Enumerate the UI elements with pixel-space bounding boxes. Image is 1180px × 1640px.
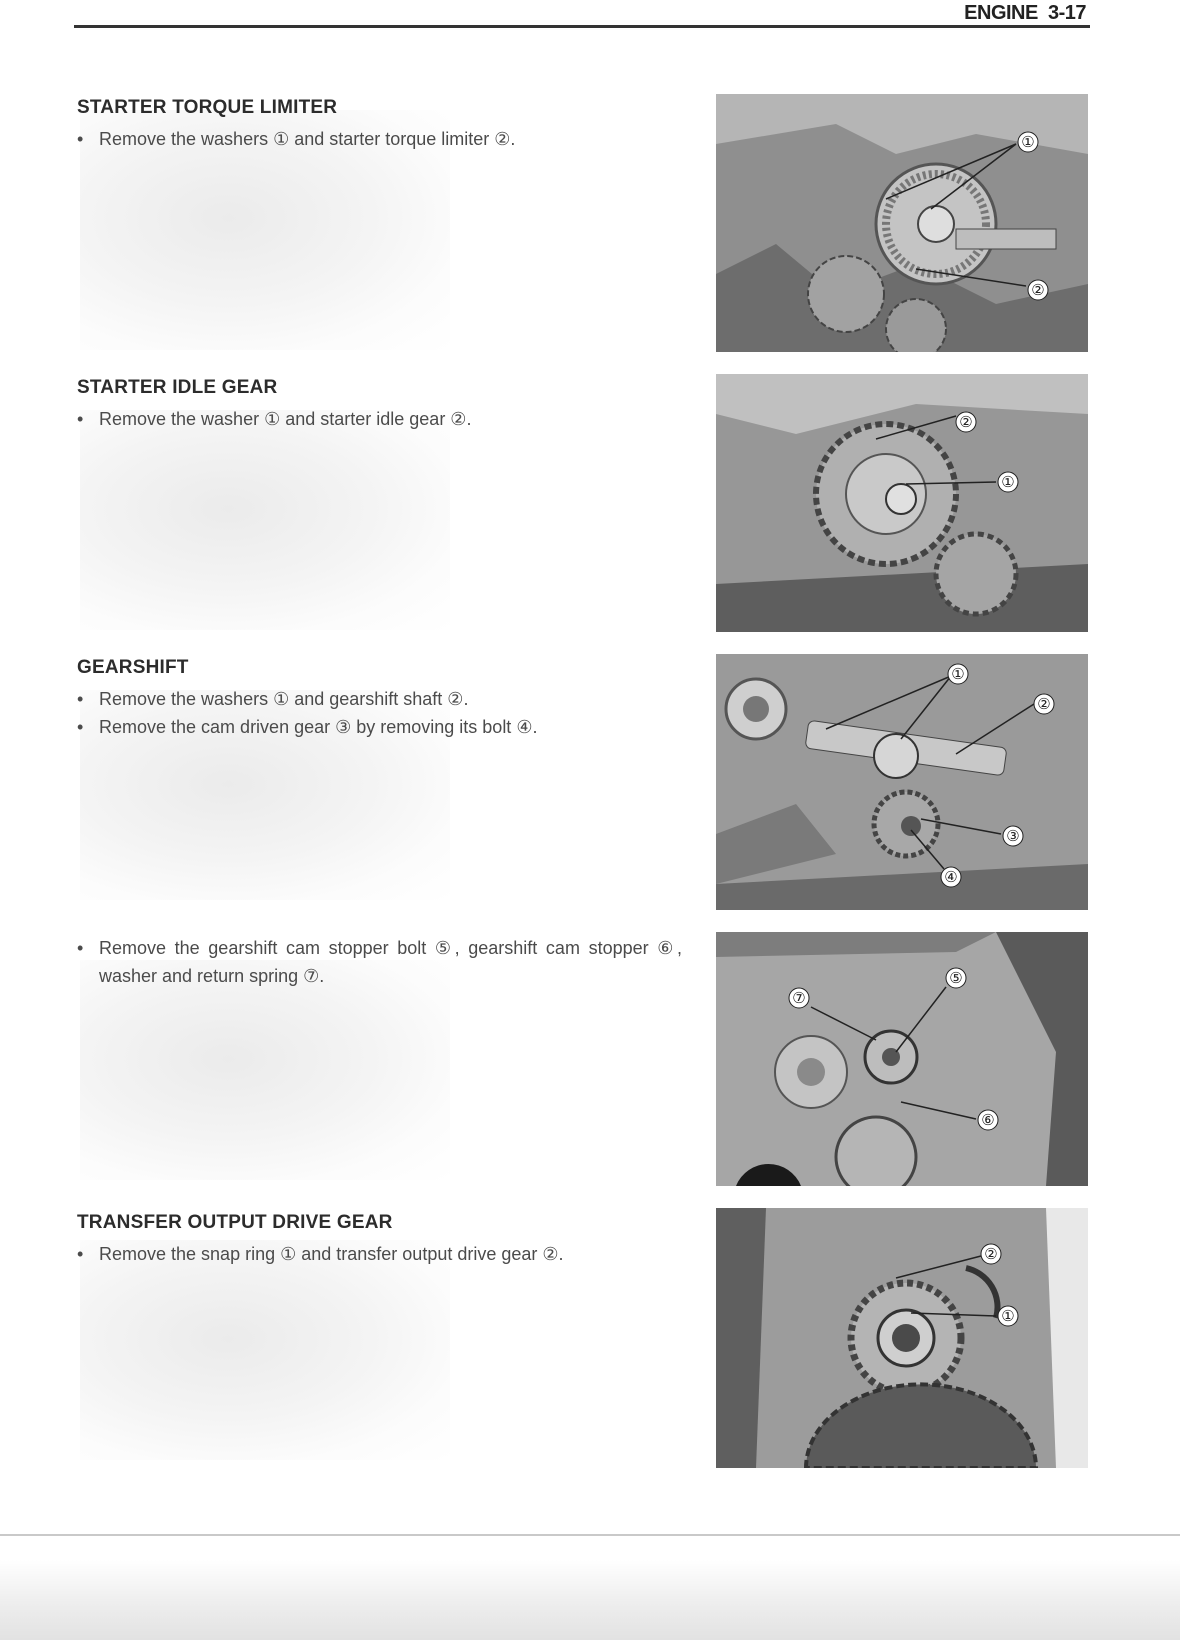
callout-label: ⑤ (949, 970, 963, 987)
photo-gearshift (716, 654, 1088, 910)
callout-label: ⑥ (981, 1112, 995, 1129)
bleed-through-shadow (80, 960, 450, 1180)
instruction-text: Remove the washers ① and starter torque limiter ②. (99, 129, 516, 149)
photo-starter-idle-gear (716, 374, 1088, 632)
callout-label: ① (1001, 1308, 1015, 1325)
bullet-dot: • (77, 1244, 84, 1264)
section-title: GEARSHIFT (77, 657, 189, 678)
instruction-bullet (77, 1240, 677, 1268)
instruction-bullet (77, 934, 682, 990)
photo-starter-torque-limiter (716, 94, 1088, 352)
photo-transfer-output-drive-gear (716, 1208, 1088, 1468)
instruction-bullet (77, 405, 677, 433)
callout-label: ① (1021, 134, 1035, 151)
bleed-through-shadow (80, 1240, 450, 1460)
instruction-text: Remove the gearshift cam stopper bolt ⑤, gearshift cam stopper ⑥, washer and return spring ⑦. (99, 938, 682, 986)
instruction-text: Remove the cam driven gear ③ by removing its bolt ④. (99, 717, 538, 737)
callout-label: ④ (944, 869, 958, 886)
bottom-edge-line (0, 1534, 1180, 1536)
bullet-dot: • (77, 689, 84, 709)
bullet-dot: • (77, 129, 84, 149)
bullet-dot: • (77, 717, 84, 737)
callout-label: ① (951, 666, 965, 683)
section-title: STARTER TORQUE LIMITER (77, 97, 338, 118)
page-header (74, 0, 1090, 30)
callout-label: ② (1031, 282, 1045, 299)
instruction-text: Remove the snap ring ① and transfer output drive gear ②. (99, 1244, 564, 1264)
photo-gearshift-cam-stopper (716, 932, 1088, 1186)
bullet-dot: • (77, 409, 84, 429)
bleed-through-shadow (80, 410, 450, 630)
section-title: STARTER IDLE GEAR (77, 377, 278, 398)
callout-label: ⑦ (792, 990, 806, 1007)
instruction-text: Remove the washers ① and gearshift shaft ②. (99, 689, 469, 709)
callout-label: ② (959, 414, 973, 431)
callout-label: ① (1001, 474, 1015, 491)
page-header-label (964, 2, 1086, 25)
section-gearshift (77, 657, 677, 741)
header-section-title: ENGINE (964, 2, 1038, 24)
section-transfer-output-drive-gear (77, 1212, 677, 1268)
page-number: 3-17 (1047, 2, 1086, 24)
section-title: TRANSFER OUTPUT DRIVE GEAR (77, 1212, 393, 1233)
instruction-text: Remove the washer ① and starter idle gear ②. (99, 409, 472, 429)
instruction-bullet (77, 685, 677, 713)
callout-label: ③ (1006, 828, 1020, 845)
bullet-dot: • (77, 938, 84, 958)
section-gearshift-cam-stopper (77, 934, 682, 990)
section-starter-idle-gear (77, 377, 677, 433)
instruction-bullet (77, 125, 677, 153)
header-rule (74, 25, 1090, 28)
callout-label: ② (984, 1246, 998, 1263)
section-starter-torque-limiter (77, 97, 677, 153)
scan-shadow (0, 1560, 1180, 1640)
instruction-bullet (77, 713, 677, 741)
callout-label: ② (1037, 696, 1051, 713)
